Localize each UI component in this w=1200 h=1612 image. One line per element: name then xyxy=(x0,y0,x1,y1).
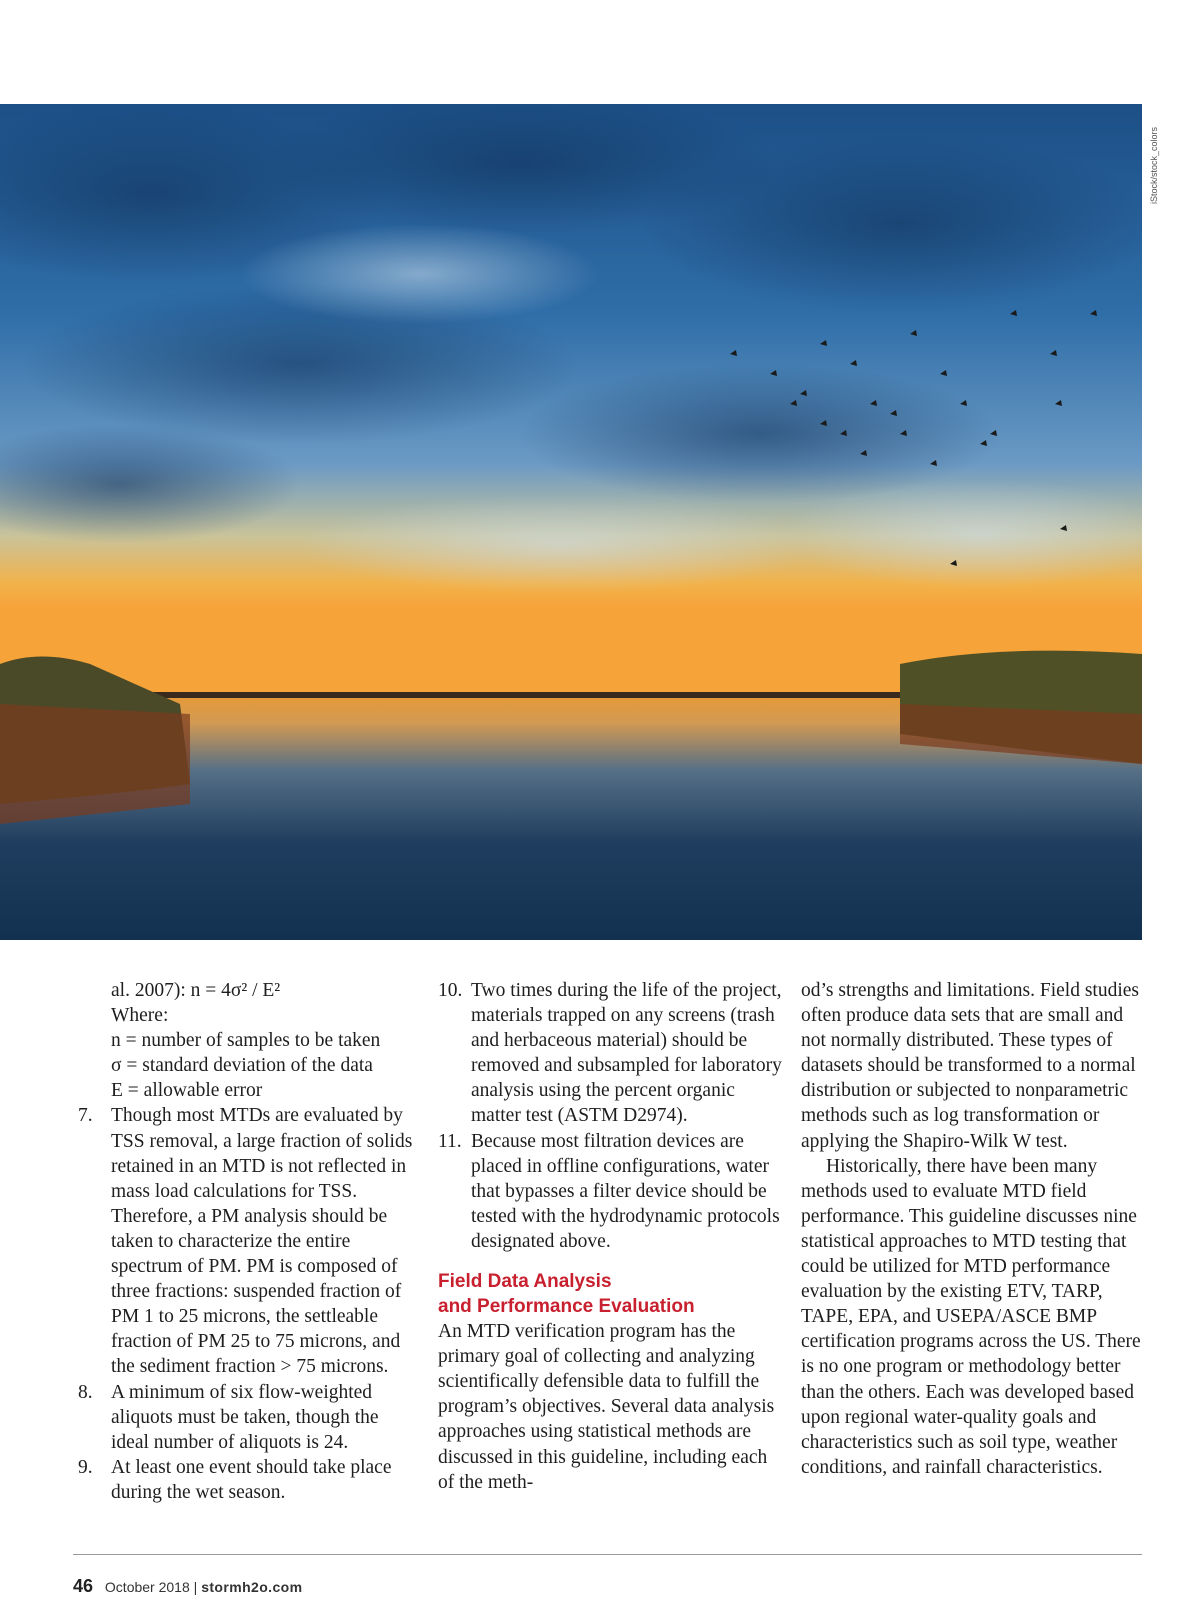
body-paragraph: An MTD verification program has the primary goal of collecting and analyzing scientifically defensible data to fulfill the program’s objectives. Several data analysis approaches using statistical methods are discussed in this guideline, including each of the meth- xyxy=(438,1321,775,1493)
list-item xyxy=(78,1380,418,1455)
definition-sigma: σ = standard deviation of the data xyxy=(111,1055,373,1077)
photo-credit-text: iStock/stock_colors xyxy=(1149,126,1159,204)
list-item xyxy=(78,1455,418,1505)
lake-sunset-photo xyxy=(0,104,1142,940)
list-text: Two times during the life of the project, materials trapped on any screens (trash and herbaceous material) should be removed and subsampled for laboratory analysis using the percent organic matter test (ASTM D2974). xyxy=(471,980,782,1127)
definition-n: n = number of samples to be taken xyxy=(111,1030,381,1052)
body-paragraph: Historically, there have been many methods used to evaluate MTD field performance. This guideline discusses nine statistical approaches to MTD testing that could be utilized for MTD performance evaluation by the existing ETV, TARP, TAPE, EPA, and USEPA/ASCE BMP certification programs across the US. There is no one program or methodology better than the others. Each was developed based upon regional water-quality goals and characteristics such as soil type, weather conditions, and rainfall characteristics. xyxy=(801,1155,1141,1478)
list-text: Though most MTDs are evaluated by TSS removal, a large fraction of solids retained in an MTD is not reflected in mass load calculations for TSS. Therefore, a PM analysis should be taken to characterize the entire spectrum of PM. PM is composed of three fractions: suspended fraction of PM 1 to 25 microns, the settleable fraction of PM 25 to 75 microns, and the sediment fraction > 75 microns. xyxy=(111,1105,413,1378)
list-number: 11. xyxy=(438,1130,462,1152)
column-2 xyxy=(438,978,783,1495)
definition-e: E = allowable error xyxy=(111,1080,263,1102)
list-number: 9. xyxy=(78,1456,93,1478)
section-heading-line-1: Field Data Analysis xyxy=(438,1271,612,1293)
list-text: At least one event should take place during the wet season. xyxy=(111,1456,392,1503)
body-paragraph: od’s strengths and limitations. Field studies often produce data sets that are small and not normally distributed. These types of datasets should be transformed to a normal distribution or subjected to nonparametric methods such as log transformation or applying the Shapiro-Wilk W test. xyxy=(801,980,1139,1152)
list-number: 8. xyxy=(78,1381,93,1403)
list-item xyxy=(438,978,783,1129)
website-link[interactable]: stormh2o.com xyxy=(201,1579,303,1595)
where-label: Where: xyxy=(111,1005,169,1027)
column-3 xyxy=(801,978,1146,1480)
section-heading xyxy=(438,1269,783,1319)
page-footer xyxy=(73,1576,302,1597)
photo-credit xyxy=(1147,104,1161,208)
footer-separator: | xyxy=(193,1579,198,1595)
column-1 xyxy=(78,978,418,1505)
list-item xyxy=(78,1103,418,1379)
section-heading-line-2: and Performance Evaluation xyxy=(438,1296,695,1318)
footer-divider xyxy=(73,1554,1142,1555)
list-item xyxy=(438,1129,783,1254)
list-number: 10. xyxy=(438,980,463,1001)
page-number: 46 xyxy=(73,1576,94,1596)
list-number: 7. xyxy=(78,1105,93,1127)
issue-date: October 2018 xyxy=(104,1579,190,1595)
formula-line: al. 2007): n = 4σ² / E² xyxy=(111,980,281,1001)
list-text: Because most filtration devices are placed in offline configurations, water that bypasses a filter device should be tested with the hydrodynamic protocols designated above. xyxy=(471,1130,780,1252)
list-text: A minimum of six flow-weighted aliquots must be taken, though the ideal number of aliquots is 24. xyxy=(111,1381,379,1453)
